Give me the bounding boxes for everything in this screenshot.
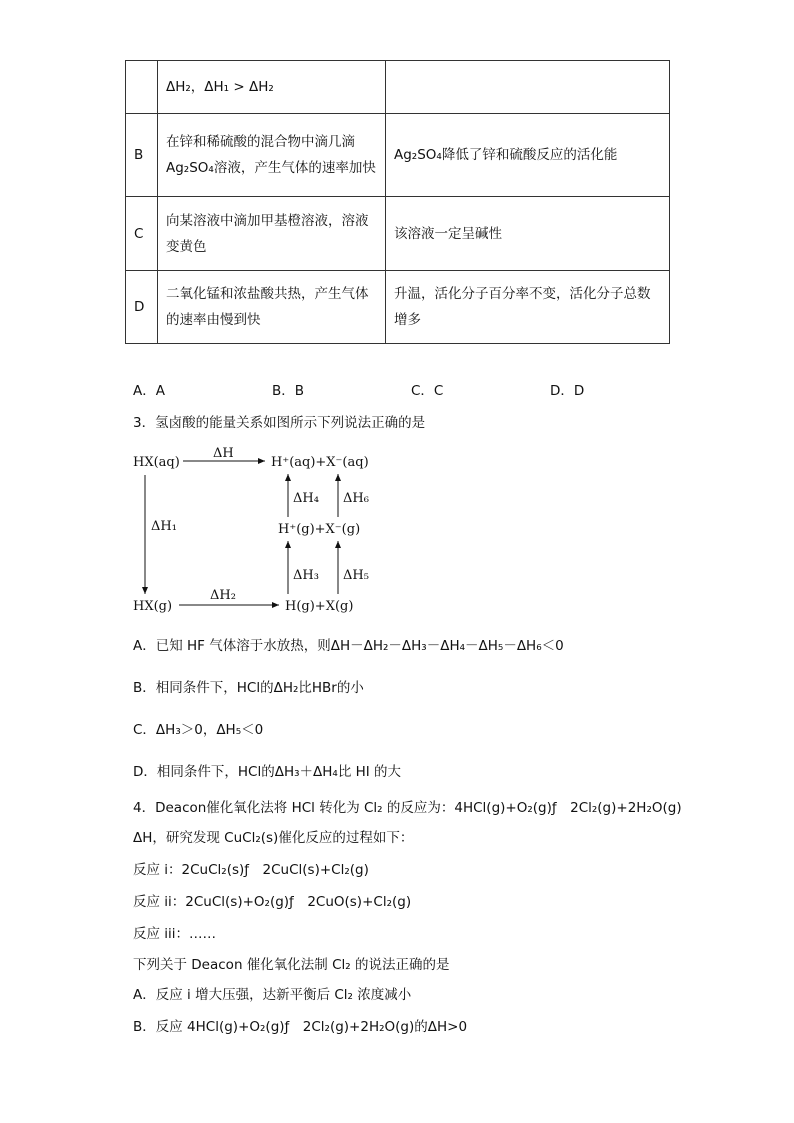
row-phenomenon-line: 向某溶液中滴加甲基橙溶液，溶液 — [166, 212, 369, 229]
label-dh2: ΔH₂ — [210, 588, 236, 603]
q3-stem: 3．氢卤酸的能量关系如图所示下列说法正确的是 — [133, 415, 426, 431]
row-label — [126, 61, 158, 114]
choice-c[interactable]: C．C — [411, 383, 444, 399]
species-hx-g: HX(g) — [133, 599, 173, 614]
row-phenomenon-line: 变黄色 — [166, 238, 207, 255]
q4-reaction-3: 反应 iii：…… — [133, 926, 217, 942]
choice-d[interactable]: D．D — [550, 383, 585, 399]
label-dh4: ΔH₄ — [293, 491, 319, 506]
choice-a[interactable]: A．A — [133, 383, 165, 399]
species-h-x-aq: H⁺(aq)+X⁻(aq) — [271, 455, 369, 470]
q4-reaction-2: 反应 ii：2CuCl(s)+O₂(g)ƒ 2CuO(s)+Cl₂(g) — [133, 894, 412, 910]
q4-stem-line1: 4．Deacon催化氧化法将 HCl 转化为 Cl₂ 的反应为：4HCl(g)+O₂(g)ƒ 2Cl₂(g)+2H₂O(g) — [133, 800, 682, 816]
row-phenomenon-line: 在锌和稀硫酸的混合物中滴几滴 — [166, 134, 355, 150]
row-conclusion: 该溶液一定呈碱性 — [386, 197, 670, 271]
species-h-x-ion-g: H⁺(g)+X⁻(g) — [278, 522, 361, 537]
q4-option-a[interactable]: A．反应 i 增大压强，达新平衡后 Cl₂ 浓度减小 — [133, 987, 412, 1003]
q2-choices — [133, 381, 584, 401]
q3-option-a[interactable]: A．已知 HF 气体溶于水放热，则ΔH－ΔH₂－ΔH₃－ΔH₄－ΔH₅－ΔH₆＜0 — [133, 638, 564, 654]
row-phenomenon — [158, 114, 386, 197]
row-conclusion-line: 增多 — [394, 312, 421, 328]
row-conclusion-line: 升温，活化分子百分率不变，活化分子总数 — [394, 286, 651, 302]
row-conclusion — [386, 61, 670, 114]
row-phenomenon-line: 二氧化锰和浓盐酸共热，产生气体 — [166, 286, 369, 302]
row-conclusion: Ag₂SO₄降低了锌和硫酸反应的活化能 — [386, 114, 670, 197]
row-phenomenon-line: 的速率由慢到快 — [166, 312, 261, 328]
q4-stem-line2: ΔH，研究发现 CuCl₂(s)催化反应的过程如下： — [133, 830, 414, 846]
species-hx-aq: HX(aq) — [133, 455, 180, 470]
table-row — [126, 197, 670, 271]
species-h-x-g: H(g)+X(g) — [285, 599, 354, 614]
choice-b[interactable]: B．B — [272, 383, 305, 399]
row-label: C — [126, 197, 158, 271]
q4-question: 下列关于 Deacon 催化氧化法制 Cl₂ 的说法正确的是 — [133, 957, 450, 973]
label-dh3: ΔH₃ — [293, 568, 319, 583]
row-phenomenon — [158, 271, 386, 344]
q4-reaction-1: 反应 i：2CuCl₂(s)ƒ 2CuCl(s)+Cl₂(g) — [133, 862, 369, 878]
label-dh1: ΔH₁ — [151, 519, 177, 534]
q3-option-d[interactable]: D．相同条件下，HCl的ΔH₃＋ΔH₄比 HI 的大 — [133, 764, 402, 780]
row-phenomenon-line: Ag₂SO₄溶液，产生气体的速率加快 — [166, 160, 376, 176]
q3-option-c[interactable]: C．ΔH₃＞0，ΔH₅＜0 — [133, 722, 264, 738]
row-phenomenon: ΔH₂，ΔH₁ > ΔH₂ — [158, 61, 386, 114]
table-row — [126, 271, 670, 344]
label-dh: ΔH — [213, 446, 234, 461]
table-row — [126, 61, 670, 114]
q4-option-b[interactable]: B．反应 4HCl(g)+O₂(g)ƒ 2Cl₂(g)+2H₂O(g)的ΔH>0 — [133, 1019, 468, 1035]
q3-option-b[interactable]: B．相同条件下，HCl的ΔH₂比HBr的小 — [133, 680, 364, 696]
table-row — [126, 114, 670, 197]
row-label: B — [126, 114, 158, 197]
row-phenomenon — [158, 197, 386, 271]
energy-cycle-diagram — [125, 442, 545, 622]
options-table — [125, 60, 670, 344]
row-label: D — [126, 271, 158, 344]
row-conclusion — [386, 271, 670, 344]
label-dh6: ΔH₆ — [343, 491, 369, 506]
label-dh5: ΔH₅ — [343, 568, 369, 583]
